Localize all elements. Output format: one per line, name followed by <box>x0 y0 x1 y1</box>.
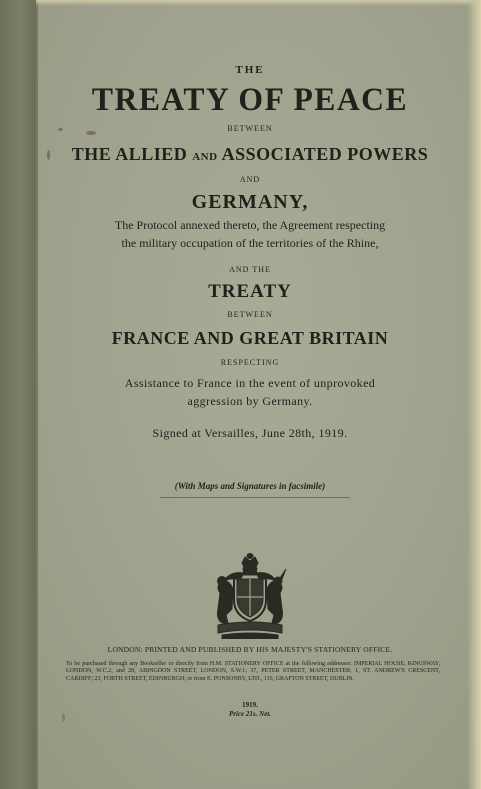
between-label: BETWEEN <box>227 124 273 133</box>
royal-coat-of-arms-icon <box>212 553 288 639</box>
maps-note: (With Maps and Signatures in facsimile) <box>174 481 326 491</box>
and-label: AND <box>239 175 261 184</box>
and-small-caps: AND <box>192 151 218 163</box>
between-label-2: BETWEEN <box>227 310 273 319</box>
spine-edge <box>36 0 38 789</box>
assistance-text-line-1: Assistance to France in the event of unprovoked <box>124 376 376 390</box>
associated-powers-text: ASSOCIATED POWERS <box>217 144 429 164</box>
price-label: Price 21s. Net. <box>229 710 271 718</box>
right-page-edge <box>467 0 481 789</box>
germany-heading: GERMANY, <box>191 191 309 213</box>
treaty-heading: TREATY <box>208 281 292 302</box>
page-title: TREATY OF PEACE <box>91 82 409 118</box>
publisher-line: LONDON: PRINTED AND PUBLISHED BY HIS MAJESTY'S STATIONERY OFFICE. <box>107 645 393 654</box>
assistance-text-line-2: aggression by Germany. <box>187 394 313 408</box>
title-article: THE <box>235 64 265 76</box>
and-the-label: AND THE <box>229 265 271 274</box>
maps-note-underline <box>160 497 350 498</box>
allied-powers-heading <box>40 144 460 165</box>
top-edge <box>36 0 481 6</box>
publication-year: 1919. <box>242 701 258 709</box>
protocol-text-line-2: the military occupation of the territories of the Rhine, <box>121 236 379 250</box>
france-great-britain-heading: FRANCE AND GREAT BRITAIN <box>111 328 389 348</box>
signed-date-line: Signed at Versailles, June 28th, 1919. <box>152 426 348 440</box>
purchase-addresses: To be purchased through any Bookseller or directly from H.M. STATIONERY OFFICE at the following addresses: IMPERIAL HOUSE, KINGSWAY, LONDON, W.C.2, and 28, ABINGDON STREET, LONDON, S.W.1; 37, PETER STREET, MANCHESTER; 1, ST. ANDREW'S CRESCENT, CARDIFF; 23, FORTH STREET, EDINBURGH; or from E. PONSONBY, LTD., 116, GRAFTON STREET, DUBLIN. <box>66 661 440 682</box>
respecting-label: RESPECTING <box>220 358 280 367</box>
allied-text: THE ALLIED <box>71 144 193 164</box>
book-spine <box>0 0 36 789</box>
protocol-text-line-1: The Protocol annexed thereto, the Agreement respecting <box>114 218 386 232</box>
